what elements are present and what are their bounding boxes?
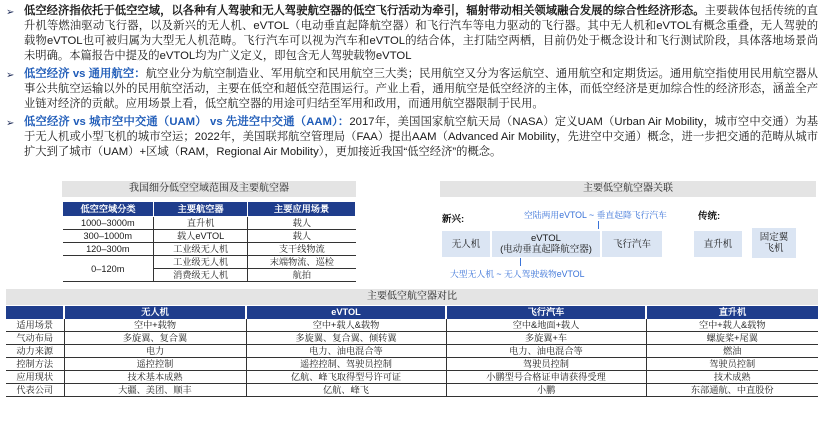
column-header: 主要航空器 [154,202,248,217]
bullet-text: 航空业分为航空制造业、军用航空和民用航空三大类；民用航空又分为客运航空、通用航空和定期货运。通用航空指使用民用航空器从事公共航空运输以外的民用航空活动，主要在低空和超低空范围运行。产业上看，通用航空是低空经济的主体，而低空经济是更加综合性的经济形态，涵盖全产业链对经济的贡献。应用场景上看，低空航空器的用途可归结至军用和政用，而通用航空器限制于民用。 [24,68,818,110]
table-cell: 亿航、峰飞取得型号许可证 [246,371,446,384]
table-row [63,230,356,243]
table-row [6,319,818,332]
table-cell: 多旋翼+车 [446,332,646,345]
table-row [6,345,818,358]
table-row [6,358,818,371]
connector-line [520,258,521,266]
arrow-bullet-icon: ➢ [6,7,15,18]
emerging-label: 新兴: [442,214,465,225]
table-row [63,243,356,256]
table-cell: 120–300m [63,243,154,256]
bullet-text: 2017年，美国国家航空航天局（NASA）定义UAM（Urban Air Mobility，城市空中交通）为基于无人机或小型飞机的城市空运；2022年，美国联邦航空管理局（FAA）提出AAM（Advanced Air Mobility，先进空中交通）概念，进一步把交通的范畴从城市扩大到了城市（UAM）+区域（RAM，Regional Air Mobility），更加接近我国“低空经济”的概念。 [24,116,818,158]
table-cell: 驾驶员控制 [646,358,818,371]
row-header: 应用现状 [6,371,64,384]
table-cell: 空中+载物 [64,319,246,332]
table-row [6,384,818,397]
table-cell: 遥控控制 [64,358,246,371]
bullet-lead: 低空经济 vs 城市空中交通（UAM） vs 先进空中交通（AAM）： [24,116,350,128]
table-cell: 电力、油电混合等 [246,345,446,358]
bullet-2 [6,67,818,112]
traditional-label: 传统: [698,211,721,222]
table-cell: 空中+载人&载物 [646,319,818,332]
table-cell: 工业级无人机 [154,243,248,256]
table-cell: 1000–3000m [63,217,154,230]
bullet-text: 主要载体包括传统的直升机等燃油驱动飞行器，以及新兴的无人机、eVTOL（电动垂直起降航空器）和飞行汽车等电力驱动的飞行器。其中无人机和eVTOL有概念重叠，无人驾驶的载物eVTOL也可被归属为大型无人机范畴。飞行汽车可以视为汽车和eVTOL的结合体，主打陆空两栖，目前仍处于概念设计和飞行测试阶段，具体落地场景尚未明确。本篇报告中提及的eVTOL均为广义定义，即包含无人驾驶载物eVTOL [24,5,818,62]
bottom-relation-note: 大型无人机 ~ 无人驾驶载物eVTOL [450,269,585,279]
bullet-3 [6,115,818,160]
table-cell: 亿航、峰飞 [246,384,446,397]
table-cell: 支干线物流 [248,243,356,256]
connector-line [598,221,599,229]
table-cell: 载人eVTOL [154,230,248,243]
row-header: 动力来源 [6,345,64,358]
table-row [6,371,818,384]
top-relation-note: 空陆两用eVTOL ~ 垂直起降飞行汽车 [524,210,667,220]
table-cell: 空中&地面+载人 [446,319,646,332]
bullet-lead: 低空经济指依托于低空空域，以各种有人驾驶和无人驾驶航空器的低空飞行活动为牵引，辐射带动相关领域融合发展的综合性经济形态。 [24,5,705,17]
fixed-wing-box: 固定翼 飞机 [752,228,796,258]
bullet-1 [6,4,818,64]
row-header: 适用场景 [6,319,64,332]
airspace-panel-title: 我国细分低空空域范围及主要航空器 [62,181,356,197]
table-cell: 空中+载人&载物 [246,319,446,332]
table-cell: 工业级无人机 [154,256,248,269]
helicopter-box: 直升机 [694,231,742,257]
table-row [6,332,818,345]
table-cell: 多旋翼、复合翼 [64,332,246,345]
column-header: 主要应用场景 [248,202,356,217]
table-cell: 载人 [248,217,356,230]
column-header: 直升机 [646,306,818,319]
table-cell: 0–120m [63,256,154,282]
column-header: 飞行汽车 [446,306,646,319]
table-cell: 末端物流、巡检 [248,256,356,269]
aircraft-relation-title: 主要低空航空器关联 [440,181,816,197]
table-cell: 多旋翼、复合翼、倾转翼 [246,332,446,345]
table-cell: 遥控控制、驾驶员控制 [246,358,446,371]
table-row [63,256,356,269]
column-header: 低空空域分类 [63,202,154,217]
evtol-box: eVTOL (电动垂直起降航空器) [492,231,600,257]
table-cell: 电力、油电混合等 [446,345,646,358]
arrow-bullet-icon: ➢ [6,118,15,129]
table-cell: 电力 [64,345,246,358]
table-cell: 小鹏型号合格证申请获得受理 [446,371,646,384]
aircraft-comparison-table [6,306,818,397]
airspace-table [62,201,356,282]
arrow-bullet-icon: ➢ [6,70,15,81]
table-cell: 消费级无人机 [154,269,248,282]
table-cell: 直升机 [154,217,248,230]
column-header: eVTOL [246,306,446,319]
table-cell: 螺旋桨+尾翼 [646,332,818,345]
table-cell: 大疆、美团、顺丰 [64,384,246,397]
table-cell: 小鹏 [446,384,646,397]
bullet-list [6,4,818,163]
table-cell: 东部通航、中直股份 [646,384,818,397]
table-cell: 燃油 [646,345,818,358]
table-row [63,217,356,230]
row-header: 代表公司 [6,384,64,397]
row-header: 控制方法 [6,358,64,371]
column-header [6,306,64,319]
table-cell: 300–1000m [63,230,154,243]
row-header: 气动布局 [6,332,64,345]
table-cell: 载人 [248,230,356,243]
comparison-table-title: 主要低空航空器对比 [6,289,818,305]
table-cell: 航拍 [248,269,356,282]
table-cell: 技术基本成熟 [64,371,246,384]
column-header: 无人机 [64,306,246,319]
flying-car-box: 飞行汽车 [602,231,662,257]
bullet-lead: 低空经济 vs 通用航空： [24,68,146,80]
drone-box: 无人机 [442,231,490,257]
table-cell: 驾驶员控制 [446,358,646,371]
table-cell: 技术成熟 [646,371,818,384]
